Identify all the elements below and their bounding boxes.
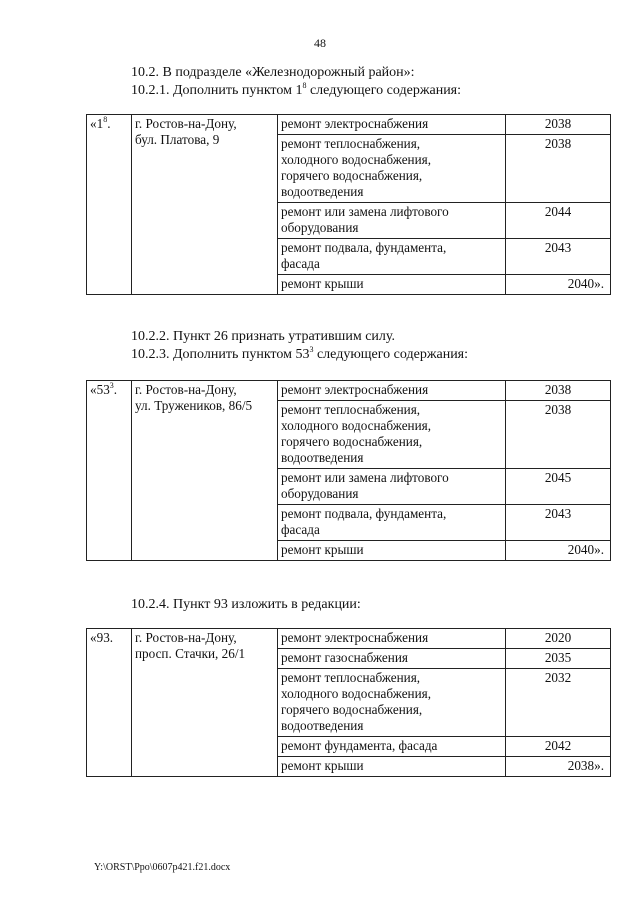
year-cell: 2035 [506,649,611,669]
year-cell: 2040». [506,541,611,561]
item-number-superscript: 8 [103,115,108,124]
paragraph-text: 10.2.4. Пункт 93 изложить в редакции: [131,597,361,612]
paragraph-text: 10.2.2. Пункт 26 признать утратившим силу. [131,329,395,344]
repair-table-item-1-8 [86,114,611,295]
work-type-line: ремонт теплоснабжения, [281,402,421,417]
work-type-line: ремонт крыши [281,276,364,291]
paragraph-10-2-2 [131,328,395,345]
work-type-cell [278,381,506,401]
work-type-line: ремонт подвала, фундамента, [281,506,447,521]
year-cell: 2045 [506,469,611,505]
work-type-line: холодного водоснабжения, [281,418,432,433]
work-type-cell [278,469,506,505]
work-type-line: холодного водоснабжения, [281,686,432,701]
address-cell [132,629,278,777]
work-type-line: ремонт теплоснабжения, [281,136,421,151]
year-cell: 2038 [506,135,611,203]
work-type-cell [278,401,506,469]
year-cell: 2040». [506,275,611,295]
work-type-line: водоотведения [281,450,364,465]
work-type-line: горячего водоснабжения, [281,434,423,449]
paragraph-text: 10.2.1. Дополнить пунктом 1 [131,83,303,98]
year-cell: 2038 [506,381,611,401]
work-type-line: фасада [281,256,320,271]
work-type-cell [278,239,506,275]
item-number-cell [87,381,132,561]
year-cell: 2038». [506,757,611,777]
work-type-line: ремонт электроснабжения [281,382,429,397]
work-type-cell [278,629,506,649]
address-cell [132,115,278,295]
work-type-cell [278,737,506,757]
address-line: ул. Тружеников, 86/5 [135,398,253,413]
year-cell: 2043 [506,505,611,541]
item-number-suffix: . [113,382,118,397]
work-type-line: горячего водоснабжения, [281,168,423,183]
work-type-cell [278,275,506,295]
year-cell: 2044 [506,203,611,239]
address-line: г. Ростов-на-Дону, [135,382,237,397]
address-cell [132,381,278,561]
work-type-cell [278,669,506,737]
work-type-cell [278,649,506,669]
item-number-cell [87,115,132,295]
paragraph-text: 10.2.3. Дополнить пунктом 53 [131,347,310,362]
item-number-cell [87,629,132,777]
page-number: 48 [314,36,326,50]
item-number-suffix: . [107,116,111,131]
work-type-line: ремонт газоснабжения [281,650,408,665]
address-line: г. Ростов-на-Дону, [135,116,237,131]
paragraph-10-2 [131,64,415,81]
work-type-cell [278,505,506,541]
table-row [87,115,611,135]
work-type-cell [278,115,506,135]
item-number: «93. [90,630,114,645]
paragraph-10-2-4 [131,596,361,613]
work-type-line: водоотведения [281,718,364,733]
superscript: 3 [309,345,314,354]
work-type-line: ремонт теплоснабжения, [281,670,421,685]
work-type-line: оборудования [281,486,359,501]
work-type-line: ремонт подвала, фундамента, [281,240,447,255]
repair-table-item-93 [86,628,611,777]
work-type-line: ремонт фундамента, фасада [281,738,438,753]
address-line: бул. Платова, 9 [135,132,220,147]
year-cell: 2032 [506,669,611,737]
work-type-line: горячего водоснабжения, [281,702,423,717]
work-type-line: ремонт или замена лифтового [281,204,449,219]
item-number: «53 [90,382,110,397]
repair-table-item-53-3 [86,380,611,561]
work-type-line: оборудования [281,220,359,235]
year-cell: 2042 [506,737,611,757]
paragraph-text: следующего содержания: [313,347,469,362]
work-type-cell [278,135,506,203]
work-type-cell [278,203,506,239]
footer-file-path: Y:\ORST\Ppo\0607p421.f21.docx [94,862,231,873]
year-cell: 2038 [506,115,611,135]
address-line: просп. Стачки, 26/1 [135,646,246,661]
item-number-superscript: 3 [109,381,114,390]
paragraph-text: 10.2. В подразделе «Железнодорожный район»: [131,65,415,80]
table-row [87,629,611,649]
table-row [87,381,611,401]
paragraph-10-2-1 [131,82,461,99]
superscript: 8 [302,81,307,90]
work-type-line: холодного водоснабжения, [281,152,432,167]
year-cell: 2038 [506,401,611,469]
work-type-cell [278,757,506,777]
work-type-cell [278,541,506,561]
paragraph-text: следующего содержания: [306,83,462,98]
work-type-line: ремонт электроснабжения [281,630,429,645]
work-type-line: фасада [281,522,320,537]
work-type-line: ремонт крыши [281,758,364,773]
work-type-line: водоотведения [281,184,364,199]
paragraph-10-2-3 [131,346,468,363]
address-line: г. Ростов-на-Дону, [135,630,237,645]
year-cell: 2043 [506,239,611,275]
year-cell: 2020 [506,629,611,649]
work-type-line: ремонт электроснабжения [281,116,429,131]
work-type-line: ремонт или замена лифтового [281,470,449,485]
work-type-line: ремонт крыши [281,542,364,557]
item-number: «1 [90,116,104,131]
